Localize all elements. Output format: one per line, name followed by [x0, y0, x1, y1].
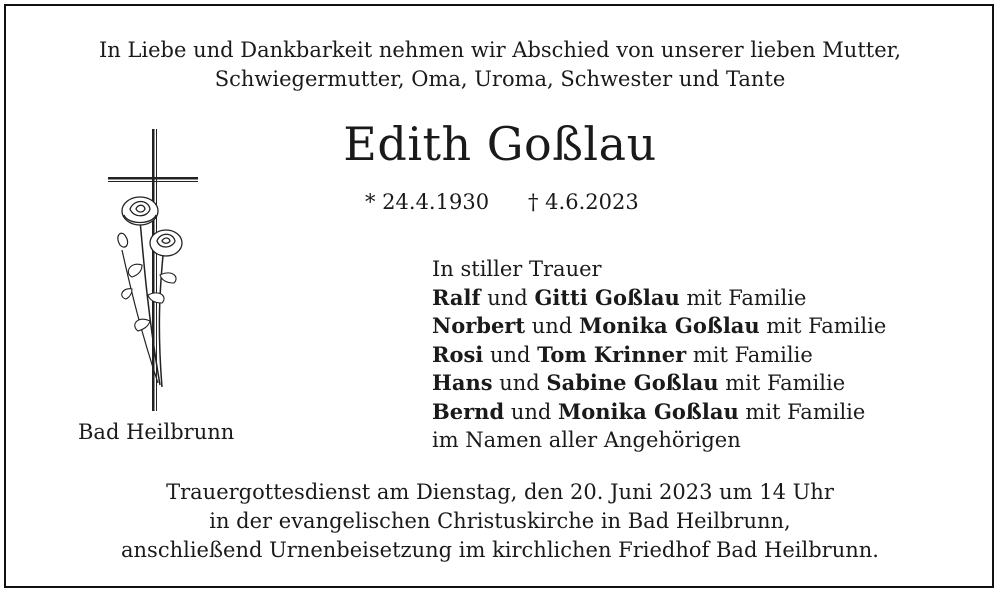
service-info [0, 478, 1000, 565]
service-line-1: Trauergottesdienst am Dienstag, den 20. Juni 2023 um 14 Uhr [166, 480, 834, 504]
mourners-closing: im Namen aller Angehörigen [432, 428, 741, 452]
death-date: † 4.6.2023 [528, 190, 639, 214]
intro-line-2: Schwiegermutter, Oma, Uroma, Schwester und Tante [214, 67, 786, 91]
mourners-heading: In stiller Trauer [432, 257, 602, 281]
birth-date: * 24.4.1930 [365, 190, 490, 214]
list-item: Hans und Sabine Goßlau mit Familie [432, 370, 846, 395]
list-item: Ralf und Gitti Goßlau mit Familie [432, 284, 807, 310]
mourners-list [432, 255, 886, 455]
deceased-name: Edith Goßlau [343, 117, 657, 171]
cross-with-roses-icon [102, 125, 202, 415]
intro-line-1: In Liebe und Dankbarkeit nehmen wir Abschied von unserer lieben Mutter, [98, 38, 902, 62]
intro-text [0, 36, 1000, 94]
list-item: Bernd und Monika Goßlau mit Familie [432, 398, 866, 424]
list-item: Rosi und Tom Krinner mit Familie [432, 341, 813, 367]
place-label: Bad Heilbrunn [78, 420, 235, 444]
service-line-2: in der evangelischen Christuskirche in Bad Heilbrunn, [209, 509, 791, 533]
list-item: Norbert und Monika Goßlau mit Familie [432, 313, 887, 338]
service-line-3: anschließend Urnenbeisetzung im kirchlichen Friedhof Bad Heilbrunn. [121, 538, 879, 562]
